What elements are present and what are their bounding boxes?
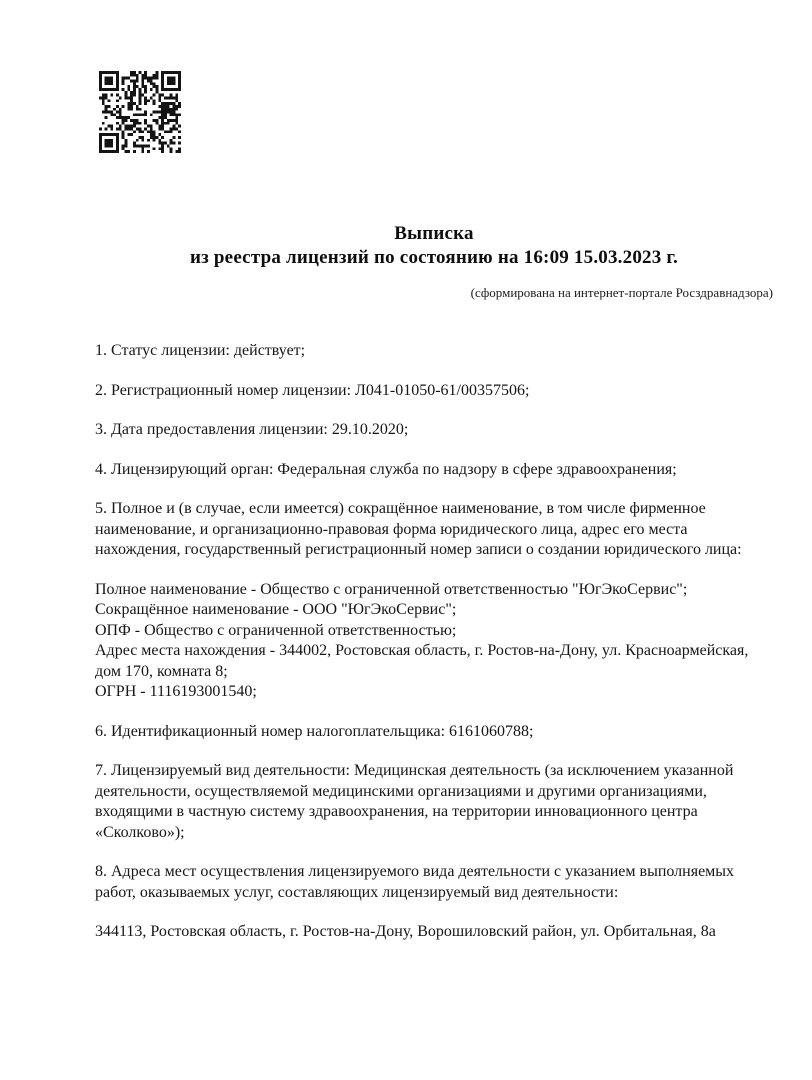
paragraph-org-heading: 5. Полное и (в случае, если имеется) сокращённое наименование, в том числе фирменное наименование, и организационно-правовая форма юридического лица, адрес его места нахождения, государственный регистрационный номер записи о создании юридического лица: bbox=[95, 500, 742, 558]
org-address: Адрес места нахождения - 344002, Ростовская область, г. Ростов-на-Дону, ул. Красноармейская, дом 170, комната 8; bbox=[95, 642, 749, 680]
document-content bbox=[95, 0, 773, 943]
org-ogrn: ОГРН - 1116193001540; bbox=[95, 683, 257, 700]
paragraph-addresses-heading: 8. Адреса мест осуществления лицензируемого вида деятельности с указанием выполняемых работ, оказываемых услуг, составляющих лицензируемый вид деятельности: bbox=[95, 863, 735, 901]
org-full-name: Полное наименование - Общество с ограниченной ответственностью "ЮгЭкоСервис"; bbox=[95, 580, 688, 598]
paragraph-licensing-authority: 4. Лицензирующий орган: Федеральная служба по надзору в сфере здравоохранения; bbox=[95, 460, 677, 478]
paragraph-license-status: 1. Статус лицензии: действует; bbox=[95, 342, 306, 359]
document-title bbox=[95, 222, 773, 269]
title-line-1: Выписка bbox=[394, 223, 474, 244]
paragraph-inn: 6. Идентификационный номер налогоплательщика: 6161060788; bbox=[95, 722, 534, 740]
org-legal-form: ОПФ - Общество с ограниченной ответственностью; bbox=[95, 621, 457, 639]
paragraph-activity-address: 344113, Ростовская область, г. Ростов-на-Дону, Ворошиловский район, ул. Орбитальная, 8а bbox=[95, 923, 716, 940]
title-line-2: из реестра лицензий по состоянию на 16:09 15.03.2023 г. bbox=[189, 246, 678, 268]
paragraph-grant-date: 3. Дата предоставления лицензии: 29.10.2020; bbox=[95, 421, 409, 438]
paragraph-registration-number: 2. Регистрационный номер лицензии: Л041-01050-61/00357506; bbox=[95, 381, 530, 399]
org-short-name: Сокращённое наименование - ООО "ЮгЭкоСервис"; bbox=[95, 601, 457, 618]
document-subtitle: (сформирована на интернет-портале Росздравнадзора) bbox=[470, 285, 773, 300]
paragraph-activity-type: 7. Лицензируемый вид деятельности: Медицинская деятельность (за исключением указанной деятельности, осуществляемой медицинскими организациями и другими организациями, входящими в частную систему здравоохранения, на территории инновационного центра «Сколково»); bbox=[95, 762, 734, 841]
org-details-block bbox=[95, 580, 773, 703]
